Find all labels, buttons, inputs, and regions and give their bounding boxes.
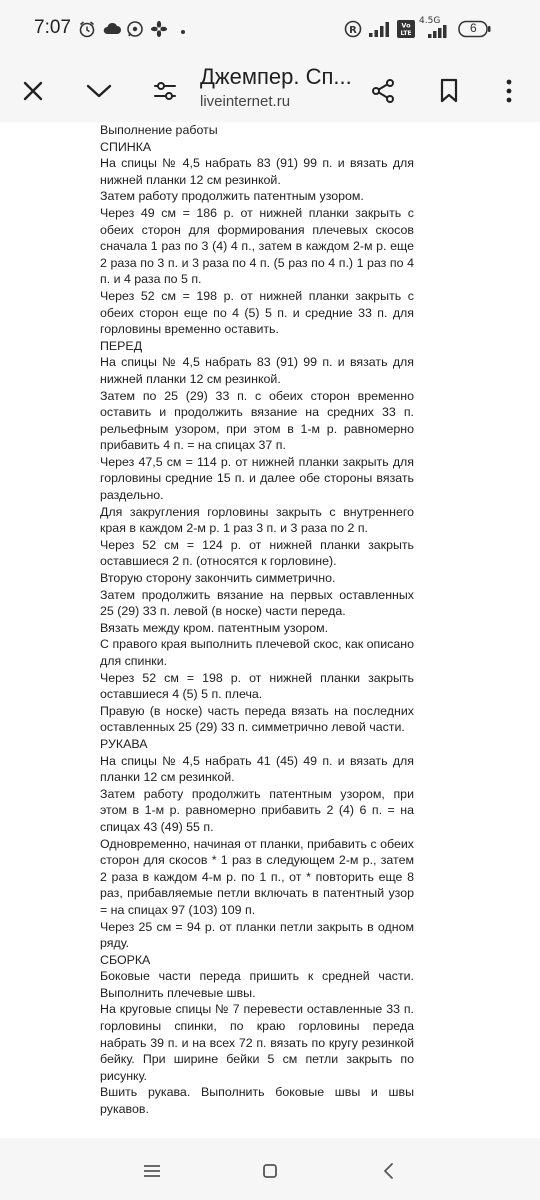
section-heading: Выполнение работы <box>100 123 218 137</box>
page-url: liveinternet.ru <box>200 93 291 110</box>
menu-icon <box>143 1164 161 1178</box>
sliders-icon <box>152 79 178 103</box>
collapse-button[interactable] <box>76 68 122 114</box>
signal-icon-1 <box>368 20 392 43</box>
signal-icon-2 <box>420 24 450 43</box>
close-icon <box>22 80 44 102</box>
paragraph: На спицы № 4,5 набрать 41 (45) 49 п. и вязать для планки 12 см резинкой. <box>100 753 414 785</box>
section-heading: РУКАВА <box>100 736 148 751</box>
back-chevron-icon <box>382 1162 396 1180</box>
chevron-down-icon <box>86 83 112 99</box>
paragraph: Через 25 см = 94 р. от планки петли закрыть в одном ряду. <box>100 919 414 951</box>
paragraph: На спицы № 4,5 набрать 83 (91) 99 п. и вязать для нижней планки 12 см резинкой. <box>100 355 414 386</box>
section-heading: ПЕРЕД <box>100 338 143 353</box>
alarm-icon <box>78 20 96 43</box>
back-button[interactable] <box>374 1156 404 1186</box>
page-title: Джемпер. Сп... <box>200 64 352 89</box>
registered-icon <box>344 20 362 43</box>
status-bar <box>0 0 540 60</box>
view-settings-button[interactable] <box>142 68 188 114</box>
status-time: 7:07 <box>34 17 71 38</box>
paragraph: На спицы № 4,5 набрать 83 (91) 99 п. и вязать для нижней планки 12 см резинкой. <box>100 156 414 187</box>
share-button[interactable] <box>360 68 406 114</box>
paragraph: Через 49 см = 186 р. от нижней планки закрыть с обеих сторон для формирования плечевых скосов сначала 1 раз по 3 (4) 4 п., затем в каждом 2-м р. еще 2 раза по 3 п. и 3 раза по 4 п. (5 раз по 4 п.) 1 раз по 4 п. и 4 раза по 5 п. <box>100 205 414 287</box>
svg-text:LTE: LTE <box>400 30 412 37</box>
cloud-icon <box>102 20 122 41</box>
bookmark-button[interactable] <box>426 68 472 114</box>
recents-button[interactable] <box>137 1156 167 1186</box>
volte-badge <box>396 19 416 44</box>
more-vertical-icon <box>505 78 513 104</box>
article-content <box>100 122 414 1118</box>
dot-icon <box>180 22 186 40</box>
paragraph: Вторую сторону закончить симметрично. <box>100 571 336 586</box>
whatsapp-icon <box>126 20 144 43</box>
browser-toolbar <box>0 60 540 122</box>
paragraph: Боковые части переда пришить к средней части. Выполнить плечевые швы. <box>100 969 414 1000</box>
paragraph: С правого края выполнить плечевой скос, как описано для спинки. <box>100 637 414 668</box>
paragraph: На круговые спицы № 7 перевести оставленные 33 п. горловины спинки, по краю горловины переда набрать 39 п. и на всех 72 п. вязать по кругу резинкой бейку. При ширине бейки 5 см петли закрыть по рисунку. <box>100 1002 414 1083</box>
paragraph: Затем работу продолжить патентным узором. <box>100 189 364 204</box>
fan-icon <box>150 20 168 43</box>
paragraph: Через 52 см = 198 р. от нижней планки закрыть с обеих сторон еще по 4 (5) 5 п. и средние 33 п. для горловины временно оставить. <box>100 288 414 337</box>
paragraph: Через 52 см = 198 р. от нижней планки закрыть оставшиеся 4 (5) 5 п. плеча. <box>100 670 414 702</box>
more-menu-button[interactable] <box>486 68 532 114</box>
paragraph: Затем работу продолжить патентным узором, при этом в 1-м р. равномерно прибавить 2 (4) 6 п. = на спицах 43 (49) 55 п. <box>100 786 414 834</box>
svg-text:Vo: Vo <box>401 21 411 30</box>
battery-level: 6 <box>470 21 477 35</box>
paragraph: Через 52 см = 124 р. от нижней планки закрыть оставшиеся 2 п. (относятся к горловине). <box>100 537 414 569</box>
home-button[interactable] <box>255 1156 285 1186</box>
network-type: 4.5G <box>419 16 441 26</box>
close-button[interactable] <box>10 68 56 114</box>
paragraph: Одновременно, начиная от планки, прибавить с обеих сторон для скосов * 1 раз в следующем 2-м р., затем 2 раза в каждом 4-м р. по 1 п., от * повторить еще 8 раз, прибавляемые петли включать в патентный узор = на спицах 97 (103) 109 п. <box>100 836 414 917</box>
paragraph: Правую (в носке) часть переда вязать на последних оставленных 25 (29) 33 п. симметрично левой части. <box>100 703 414 735</box>
paragraph: Затем продолжить вязание на первых оставленных 25 (29) 33 п. левой (в носке) части переда. <box>100 587 414 619</box>
home-square-icon <box>262 1163 278 1179</box>
system-nav-bar <box>0 1138 540 1200</box>
paragraph: Вшить рукава. Выполнить боковые швы и швы рукавов. <box>100 1085 414 1117</box>
paragraph: Через 47,5 см = 114 р. от нижней планки закрыть для горловины средние 15 п. и далее обе стороны вязать раздельно. <box>100 454 414 503</box>
svg-text:R: R <box>349 25 357 36</box>
paragraph: Вязать между кром. патентным узором. <box>100 620 329 635</box>
paragraph: Затем по 25 (29) 33 п. с обеих сторон временно оставить и продолжить вязание на средних 33 п. рельефным узором, при этом в 1-м р. равномерно прибавить 4 п. = на спицах 37 п. <box>100 388 414 453</box>
bookmark-icon <box>439 78 459 104</box>
section-heading: СБОРКА <box>100 952 151 967</box>
paragraph: Для закругления горловины закрыть с внутреннего края в каждом 2-м р. 1 раз 3 п. и 3 раза по 2 п. <box>100 504 414 536</box>
share-icon <box>370 78 396 104</box>
section-heading: СПИНКА <box>100 139 152 154</box>
